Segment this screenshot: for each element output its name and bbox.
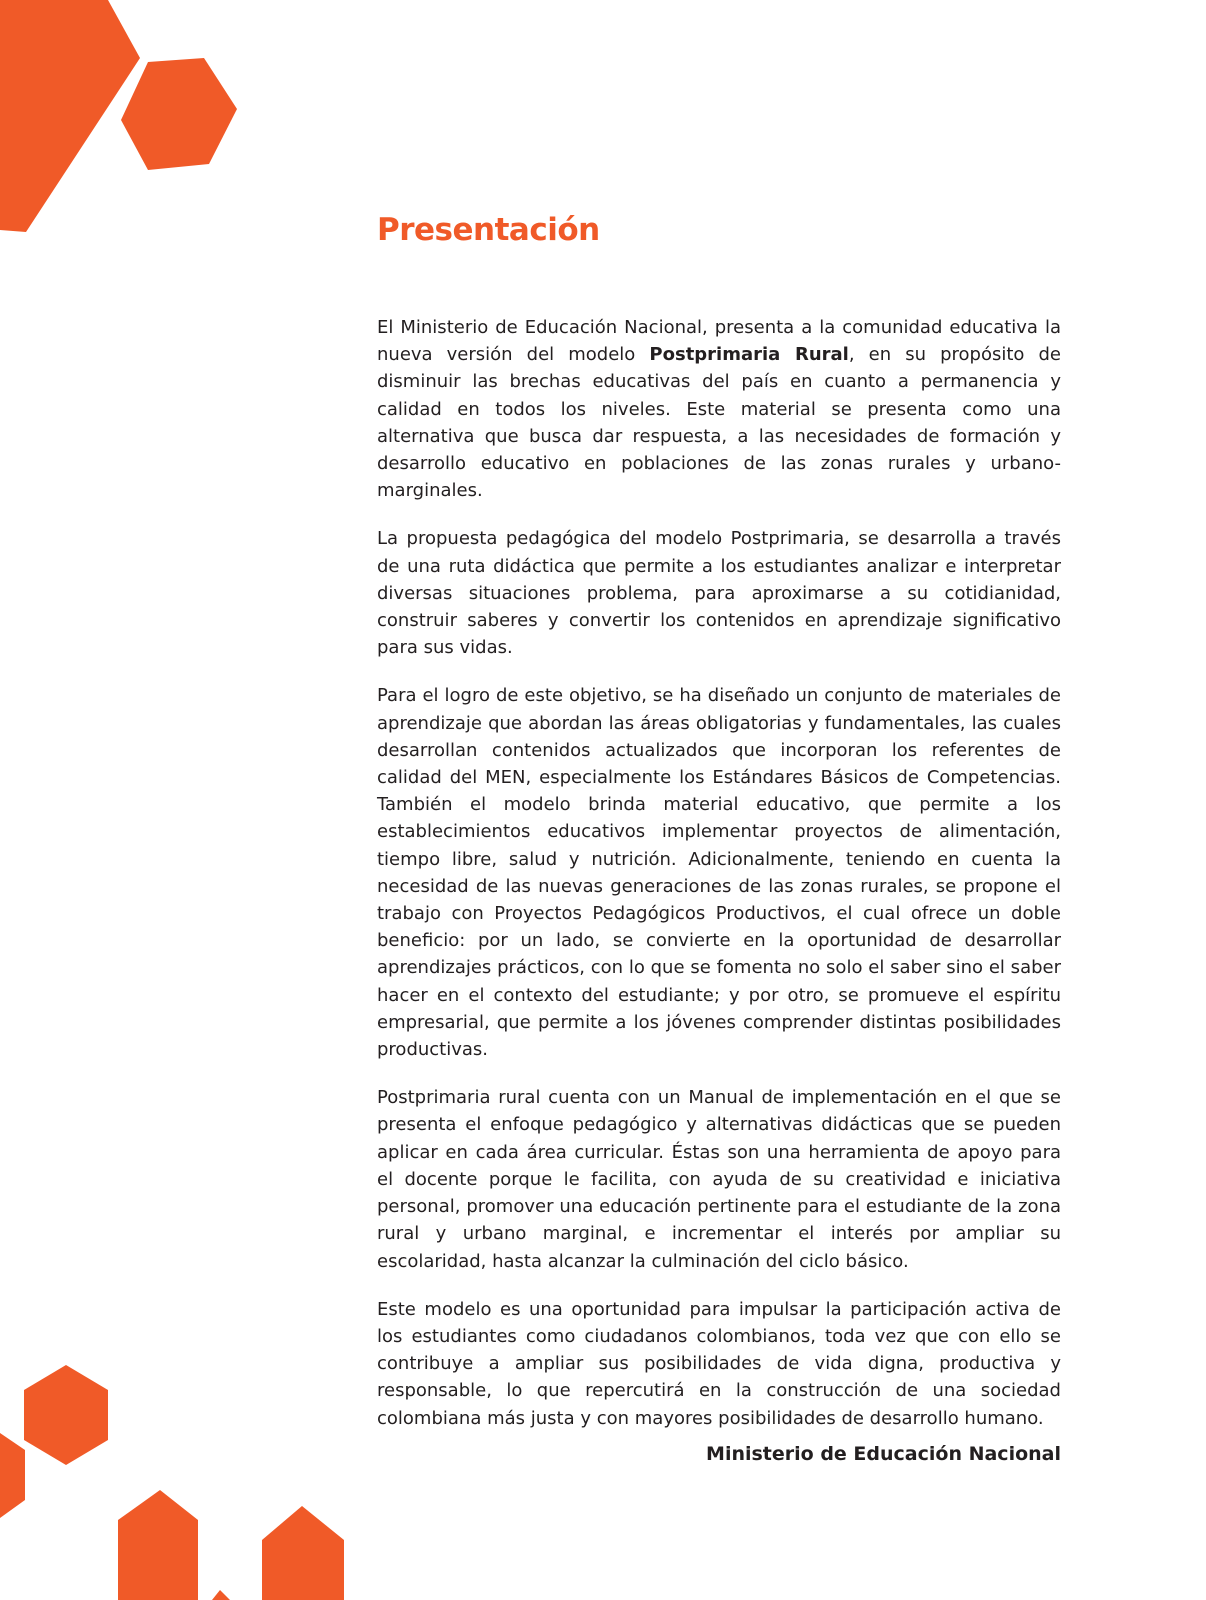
paragraph-2: La propuesta pedagógica del modelo Postprimaria, se desarrolla a través de una ruta didáctica que permite a los estudiantes analizar e interpretar diversas situaciones problema, para aproximarse a su cotidianidad, construir saberes y convertir los contenidos en aprendizaje significativo para sus vidas. — [377, 528, 1061, 659]
hexagon-shape-bottom-3 — [118, 1490, 198, 1600]
hexagon-decoration-top — [0, 0, 260, 240]
hexagon-shape-small — [121, 58, 237, 170]
paragraph-3: Para el logro de este objetivo, se ha diseñado un conjunto de materiales de aprendizaje que abordan las áreas obligatorias y fundamentales, las cuales desarrollan contenidos actualizados que incorporan los referentes de calidad del MEN, especialmente los Estándares Básicos de Competencias. También el modelo brinda material educativo, que permite a los establecimientos educativos implementar proyectos de alimentación, tiempo libre, salud y nutrición. Adicionalmente, teniendo en cuenta la necesidad de las nuevas generaciones de las zonas rurales, se propone el trabajo con Proyectos Pedagógicos Productivos, el cual ofrece un doble beneficio: por un lado, se convierte en la oportunidad de desarrollar aprendizajes prácticos, con lo que se fomenta no solo el saber sino el saber hacer en el contexto del estudiante; y por otro, se promueve el espíritu empresarial, que permite a los jóvenes comprender distintas posibilidades productivas. — [377, 685, 1061, 1061]
paragraph-1 — [377, 314, 1061, 504]
hexagon-shape-bottom-2 — [0, 1433, 25, 1518]
paragraph-5: Este modelo es una oportunidad para impulsar la participación activa de los estudiantes como ciudadanos colombianos, toda vez que con ello se contribuye a ampliar sus posibilidades de vida digna, productiva y responsable, lo que repercutirá en la construcción de una sociedad colombiana más justa y con mayores posibilidades de desarrollo humano. — [377, 1298, 1061, 1429]
paragraph-1-rest: , en su propósito de disminuir las brechas educativas del país en cuanto a permanencia y calidad en todos los niveles. Este material se presenta como una alternativa que busca dar respuesta, a las necesidades de formación y desarrollo educativo en poblaciones de las zonas rurales y urbano-marginales. — [377, 344, 1061, 502]
hexagon-shape-bottom-5 — [212, 1590, 230, 1600]
paragraph-1-intro: El Ministerio de Educación Nacional, presenta a la comunidad educativa la nueva versión del modelo — [377, 317, 1061, 366]
paragraph-1-bold: Postprimaria Rural — [649, 344, 849, 366]
presentation-body — [377, 314, 1061, 1453]
signature: Ministerio de Educación Nacional — [706, 1443, 1061, 1465]
hexagon-shape-bottom-4 — [262, 1506, 344, 1600]
paragraph-4: Postprimaria rural cuenta con un Manual de implementación en el que se presenta el enfoque pedagógico y alternativas didácticas que se pueden aplicar en cada área curricular. Éstas son una herramienta de apoyo para el docente porque le facilita, con ayuda de su creatividad e iniciativa personal, promover una educación pertinente para el estudiante de la zona rural y urbano marginal, e incrementar el interés por ampliar su escolaridad, hasta alcanzar la culminación del ciclo básico. — [377, 1087, 1061, 1272]
hexagon-shape-bottom-1 — [24, 1365, 108, 1465]
hexagon-shape-large — [0, 0, 140, 232]
page-title: Presentación — [377, 212, 600, 248]
hexagon-decoration-bottom — [0, 0, 360, 1600]
